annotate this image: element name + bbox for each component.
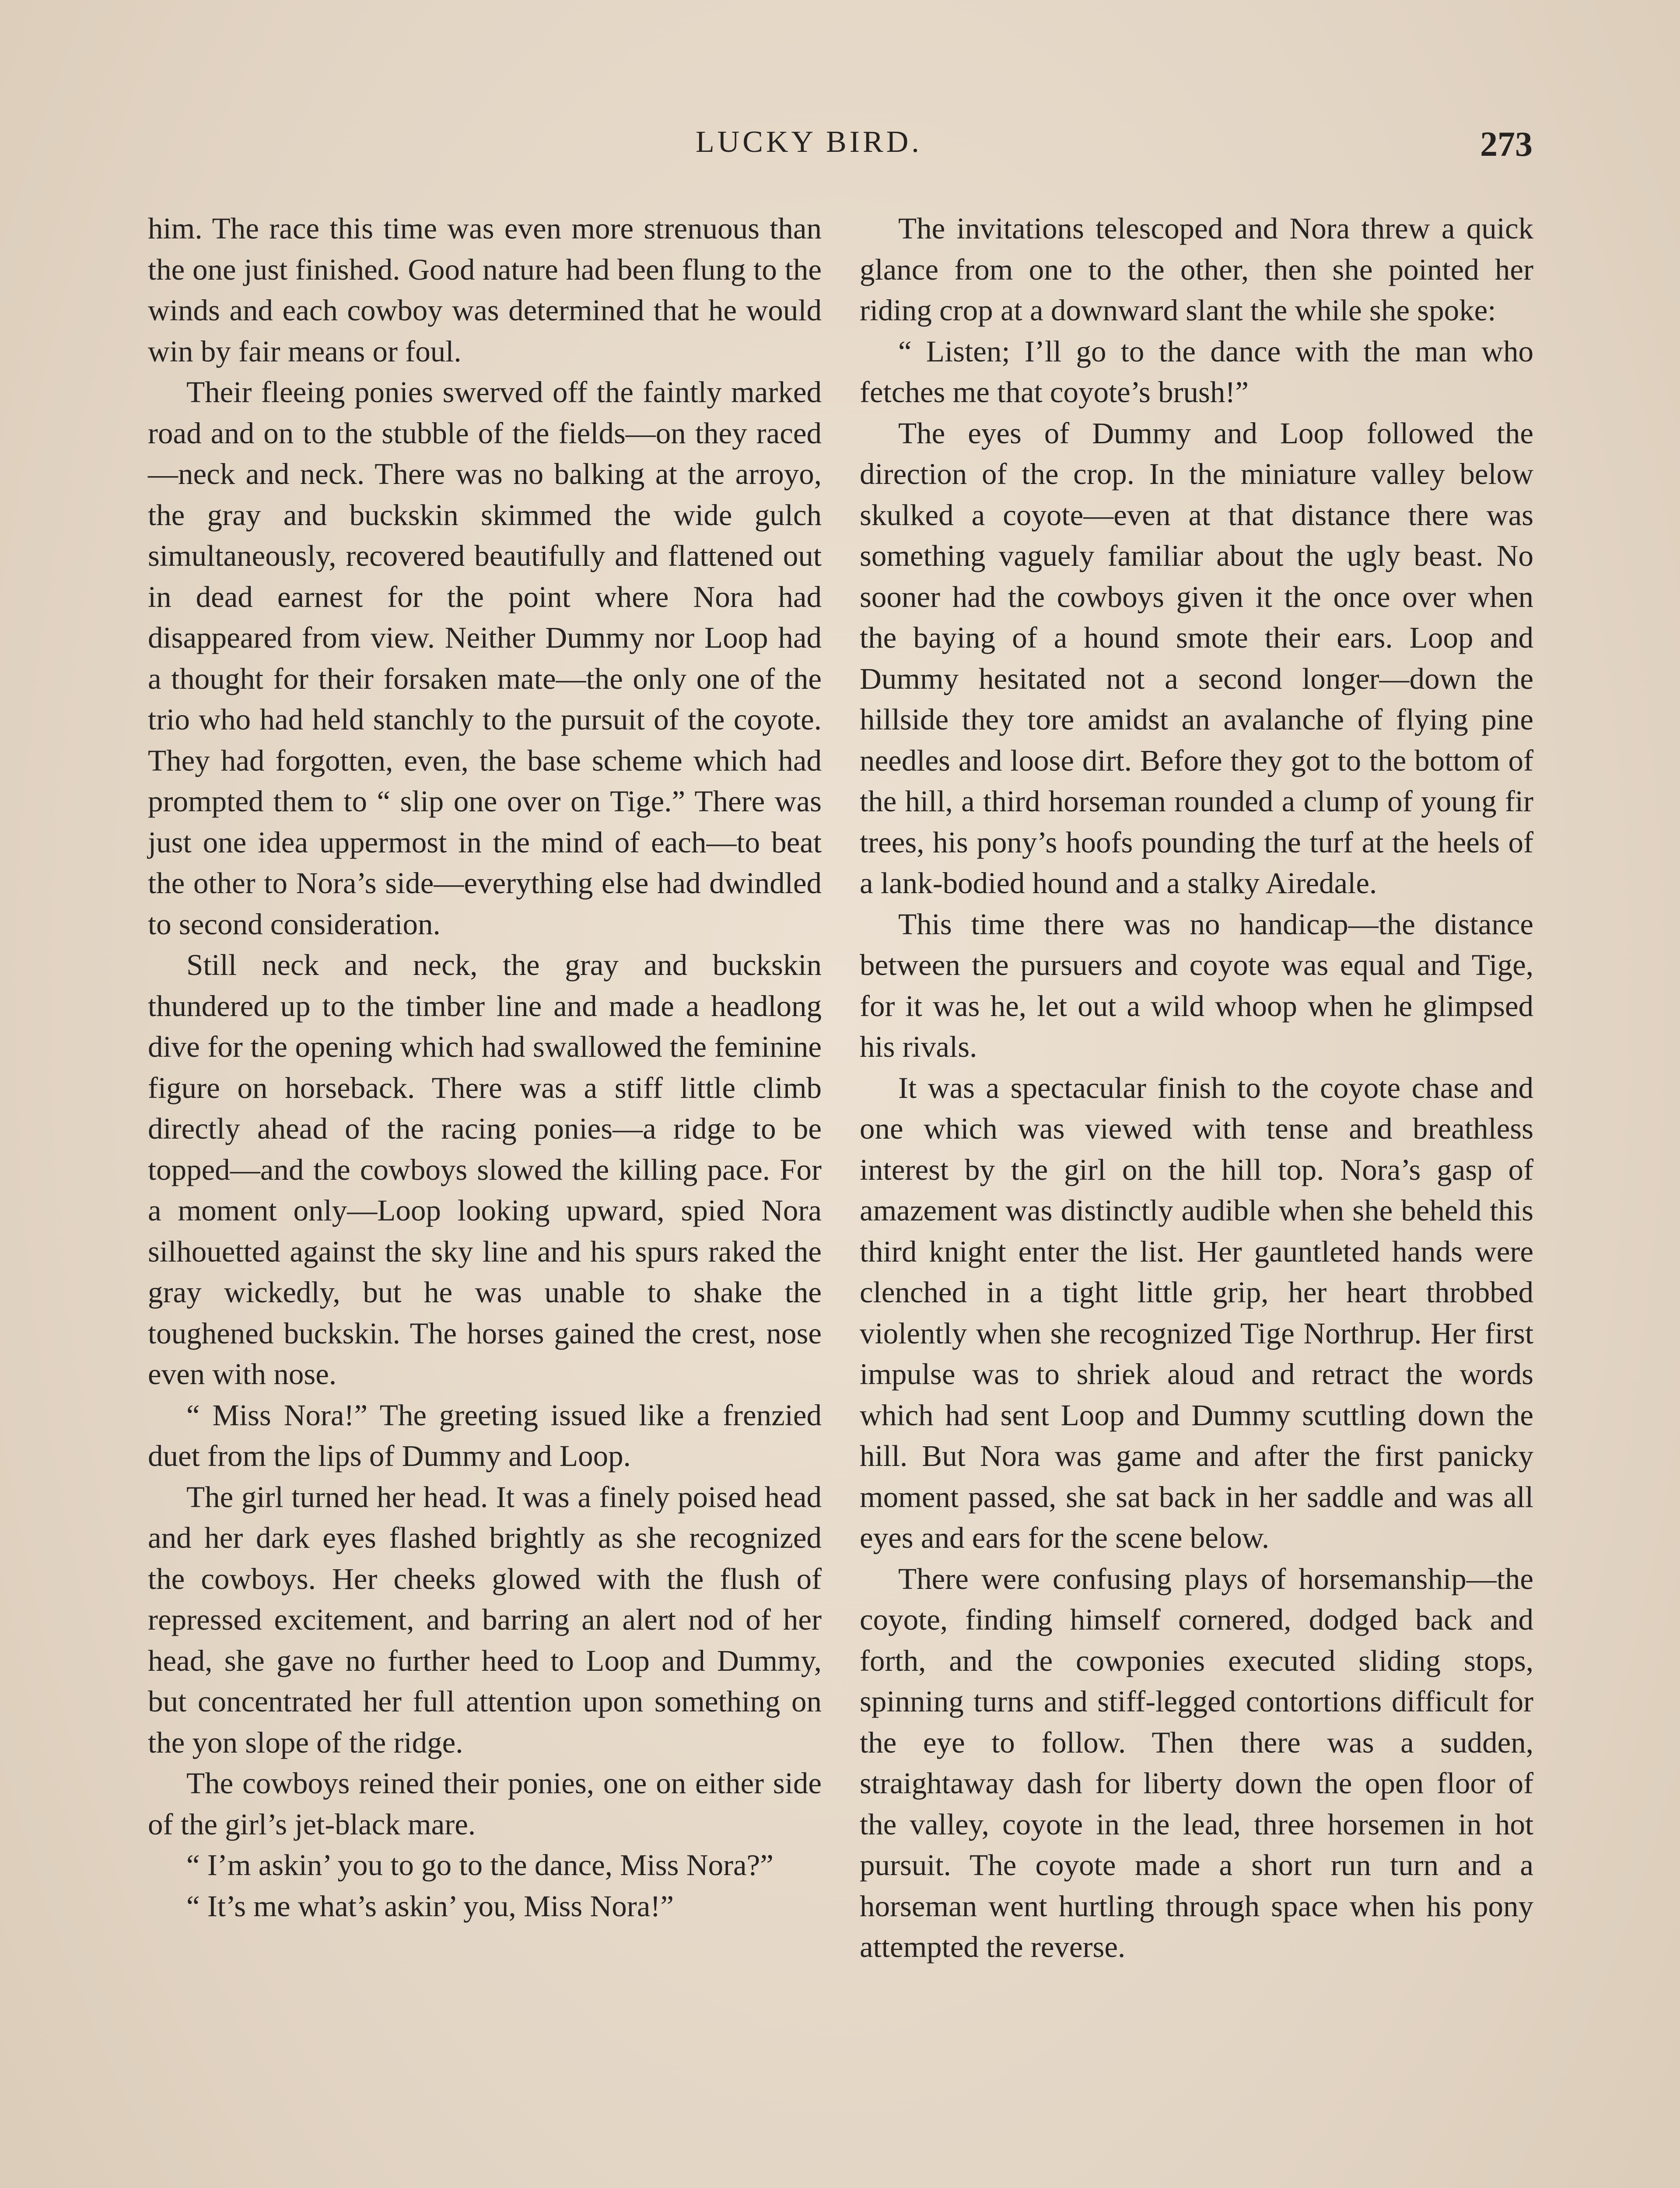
page-number: 273 [1480,125,1533,164]
paragraph: This time there was no handicap—the distance between the pursuers and coyote was equal and Tige, for it was he, let out a wild whoop when he glimpsed his rivals. [860,907,1533,1063]
right-column [860,208,1533,1968]
paragraph: The cowboys reined their ponies, one on either side of the girl’s jet-black mare. [148,1767,822,1841]
paragraph: “ Listen; I’ll go to the dance with the man who fetches me that coyote’s brush!” [860,334,1533,409]
paragraph: The eyes of Dummy and Loop followed the direction of the crop. In the miniature valley below skulked a coyote—even at that distance there was something vaguely familiar about the ugly beast. No sooner had the cowboys given it the once over when the baying of a hound smote their ears. Loop and Dummy hesitated not a second longer—down the hillside they tore amidst an avalanche of flying pine needles and loose dirt. Before they got to the bottom of the hill, a third horseman rounded a clump of young fir trees, his pony’s hoofs pounding the turf at the heels of a lank-bodied hound and a stalky Airedale. [860,416,1533,900]
paragraph: “ It’s me what’s askin’ you, Miss Nora!” [186,1889,674,1923]
paragraph: The girl turned her head. It was a finely poised head and her dark eyes flashed brightly as she recognized the cowboys. Her cheeks glowed with the flush of repressed excitement, and barring an alert nod of her head, she gave no further heed to Loop and Dummy, but concentrated her full attention upon something on the yon slope of the ridge. [148,1480,822,1759]
paragraph: him. The race this time was even more strenuous than the one just finished. Good nature had been flung to the winds and each cowboy was determined that he would win by fair means or foul. [148,212,822,368]
paragraph: It was a spectacular finish to the coyote chase and one which was viewed with tense and breathless interest by the girl on the hill top. Nora’s gasp of amazement was distinctly audible when she beheld this third knight enter the list. Her gauntleted hands were clenched in a tight little grip, her heart throbbed violently when she recognized Tige Northrup. Her first impulse was to shriek aloud and retract the words which had sent Loop and Dummy scuttling down the hill. But Nora was game and after the first panicky moment passed, she sat back in her saddle and was all eyes and ears for the scene below. [860,1071,1533,1554]
paragraph: Their fleeing ponies swerved off the faintly marked road and on to the stubble of the fields—on they raced—neck and neck. There was no balking at the arroyo, the gray and buckskin skimmed the wide gulch simultaneously, recovered beautifully and flattened out in dead earnest for the point where Nora had disappeared from view. Neither Dummy nor Loop had a thought for their forsaken mate—the only one of the trio who had held stanchly to the pursuit of the coyote. They had forgotten, even, the base scheme which had prompted them to “ slip one over on Tige.” There was just one idea uppermost in the mind of each—to beat the other to Nora’s side—everything else had dwindled to second consideration. [148,375,822,941]
paragraph: The invitations telescoped and Nora threw a quick glance from one to the other, then she pointed her riding crop at a downward slant the while she spoke: [860,212,1533,327]
left-column [148,208,822,1927]
paragraph: Still neck and neck, the gray and buckskin thundered up to the timber line and made a headlong dive for the opening which had swallowed the feminine figure on horseback. There was a stiff little climb directly ahead of the racing ponies—a ridge to be topped—and the cowboys slowed the killing pace. For a moment only—Loop looking upward, spied Nora silhouetted against the sky line and his spurs raked the gray wickedly, but he was unable to shake the toughened buckskin. The horses gained the crest, nose even with nose. [148,948,822,1391]
paragraph: There were confusing plays of horsemanship—the coyote, finding himself cornered, dodged back and forth, and the cowponies executed sliding stops, spinning turns and stiff-legged contortions difficult for the eye to follow. Then there was a sudden, straightaway dash for liberty down the open floor of the valley, coyote in the lead, three horsemen in hot pursuit. The coyote made a short run turn and a horseman went hurtling through space when his pony attempted the reverse. [860,1562,1533,1964]
running-head: LUCKY BIRD. [696,125,922,159]
paragraph: “ I’m askin’ you to go to the dance, Miss Nora?” [186,1848,774,1882]
paragraph: “ Miss Nora!” The greeting issued like a frenzied duet from the lips of Dummy and Loop. [148,1398,822,1473]
